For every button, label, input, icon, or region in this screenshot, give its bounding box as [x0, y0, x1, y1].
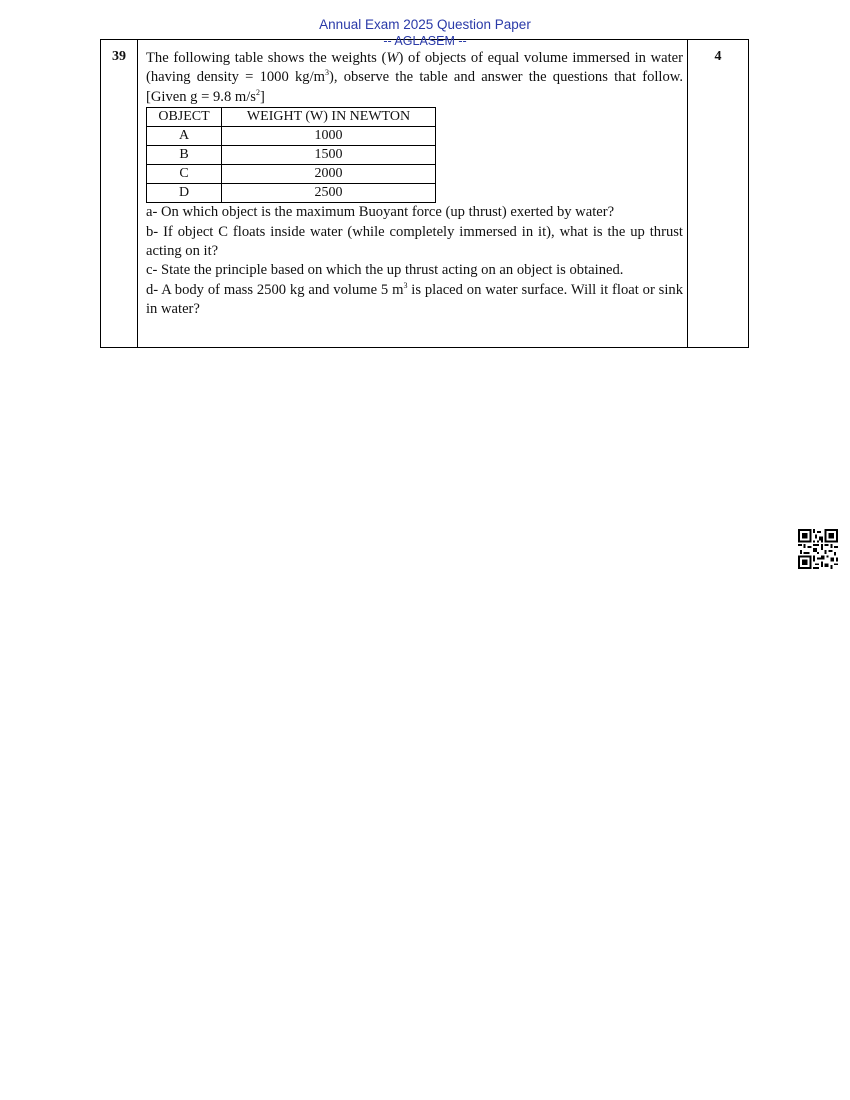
subquestion-b: b- If object C floats inside water (while completely immersed in it), what is the up thrust acting on it? [146, 223, 683, 260]
qr-code-icon [798, 529, 838, 569]
table-cell-weight: 2500 [222, 184, 436, 203]
density-unit-exponent: 3 [325, 68, 329, 78]
table-header-object: OBJECT [147, 108, 222, 127]
table-row [147, 165, 436, 184]
question-content [146, 49, 683, 320]
subquestion-d [146, 281, 683, 320]
subquestion-a: a- On which object is the maximum Buoyant force (up thrust) exerted by water? [146, 204, 615, 221]
table-cell-weight: 1000 [222, 127, 436, 146]
subquestion-d-text-1: d- A body of mass 2500 kg and volume 5 m [146, 281, 404, 298]
question-intro [146, 49, 683, 107]
intro-text-4: ] [259, 88, 265, 105]
table-cell-object: B [147, 146, 222, 165]
question-number-column [101, 40, 138, 347]
table-cell-weight: 1500 [222, 146, 436, 165]
marks-column [687, 40, 748, 347]
table-header-weight: WEIGHT (W) IN NEWTON [222, 108, 436, 127]
question-marks: 4 [714, 49, 722, 64]
subquestion-c: c- State the principle based on which the up thrust acting on an object is obtained. [146, 262, 624, 279]
watermark-title: Annual Exam 2025 Question Paper [319, 17, 531, 32]
intro-text-3: ), observe the table and answer the questions that follow. [Given g = 9.8 m/s [146, 69, 684, 105]
weight-table [146, 107, 436, 203]
watermark-subtitle: -- AGLASEM -- [383, 34, 467, 48]
table-row [147, 127, 436, 146]
weight-variable: W [386, 50, 399, 66]
question-box [100, 39, 749, 348]
table-row [147, 146, 436, 165]
table-row [147, 184, 436, 203]
table-header-row [147, 108, 436, 127]
volume-unit-exponent: 3 [403, 280, 408, 290]
intro-text-1: The following table shows the weights ( [146, 50, 387, 66]
question-number: 39 [112, 49, 126, 64]
table-cell-weight: 2000 [222, 165, 436, 184]
table-cell-object: D [147, 184, 222, 203]
subquestion-d-text-2: is placed on water surface. Will it float or sink in water? [146, 281, 683, 318]
table-cell-object: A [147, 127, 222, 146]
gravity-unit-exponent: 2 [255, 87, 260, 97]
table-cell-object: C [147, 165, 222, 184]
intro-text-2: ) of objects of equal volume immersed in water (having density = 1000 kg/m [146, 50, 683, 86]
